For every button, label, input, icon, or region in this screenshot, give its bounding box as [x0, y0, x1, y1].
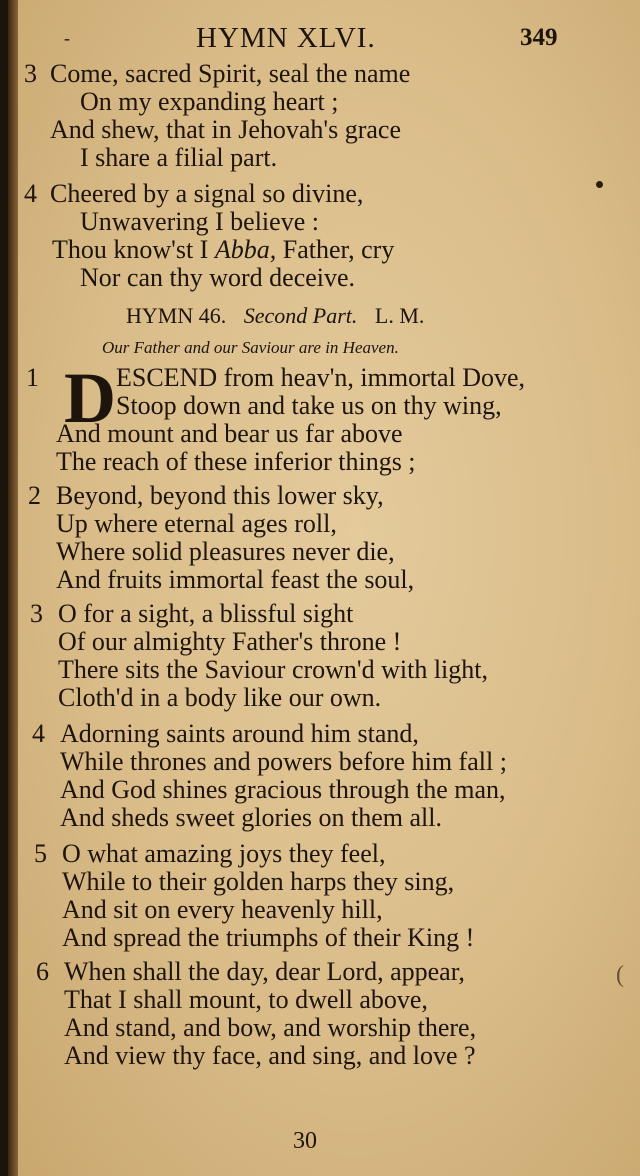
hymn-part: Second Part. [243, 303, 358, 328]
drop-cap: D [64, 358, 116, 438]
stanza-number: 4 [32, 719, 45, 748]
verse-line: Cheered by a signal so divine, [50, 179, 364, 208]
stanza-number: 6 [36, 957, 49, 986]
verse-line: Stoop down and take us on thy wing, [116, 391, 502, 420]
verse-line: O what amazing joys they feel, [62, 839, 386, 868]
stanza-number: 2 [28, 481, 41, 510]
verse-line: O for a sight, a blissful sight [58, 599, 354, 628]
verse-line: Beyond, beyond this lower sky, [56, 481, 384, 510]
verse-line: Unwavering I believe : [80, 207, 319, 236]
hymn-heading [126, 303, 436, 329]
page-spine-shadow [8, 0, 18, 1176]
verse-line: Come, sacred Spirit, seal the name [50, 59, 411, 88]
stanza-number: 3 [24, 59, 37, 88]
verse-line: And view thy face, and sing, and love ? [64, 1041, 476, 1070]
verse-line: There sits the Saviour crown'd with light, [58, 655, 489, 684]
running-header [8, 22, 640, 56]
verse-line: And spread the triumphs of their King ! [62, 923, 475, 952]
verse-line: That I shall mount, to dwell above, [64, 985, 428, 1014]
verse-emphasis: Abba, [214, 235, 277, 264]
verse-line: ESCEND from heav'n, immortal Dove, [116, 363, 526, 392]
verse-line: And fruits immortal feast the soul, [56, 565, 415, 594]
verse-line: While thrones and powers before him fall ; [60, 747, 507, 776]
page-number: 349 [520, 24, 558, 51]
verse-line: Adorning saints around him stand, [60, 719, 419, 748]
verse-line: And sit on every heavenly hill, [62, 895, 383, 924]
verse-line: And stand, and bow, and worship there, [64, 1013, 477, 1042]
stanza-number: 1 [26, 363, 39, 392]
verse-line: And God shines gracious through the man, [60, 775, 506, 804]
book-page [8, 0, 640, 1176]
hymn-subtitle: Our Father and our Saviour are in Heaven. [102, 338, 399, 357]
verse-line: Of our almighty Father's throne ! [58, 627, 402, 656]
verse-line: Cloth'd in a body like our own. [58, 683, 382, 712]
stanza-number: 4 [24, 179, 37, 208]
verse-line: Where solid pleasures never die, [56, 537, 395, 566]
verse-line: I share a filial part. [80, 143, 278, 172]
verse-line [52, 236, 394, 264]
hymn-meter: L. M. [374, 303, 425, 328]
verse-text: Thou know'st I [52, 235, 209, 264]
verse-line: Up where eternal ages roll, [56, 509, 337, 538]
verse-line: While to their golden harps they sing, [62, 867, 455, 896]
verse-line: And mount and bear us far above [56, 419, 403, 448]
verse-text: Father, cry [282, 235, 395, 264]
signature-mark: 30 [293, 1128, 317, 1154]
header-title: HYMN XLVI. [196, 22, 376, 54]
margin-mark: ( [616, 962, 624, 988]
verse-line: And sheds sweet glories on them all. [60, 803, 442, 832]
header-dash: - [64, 28, 70, 48]
hymn-number: HYMN 46. [126, 303, 227, 328]
stanza-number: 5 [34, 839, 47, 868]
ink-speck [596, 181, 603, 188]
verse-line: When shall the day, dear Lord, appear, [64, 957, 465, 986]
stanza-number: 3 [30, 599, 43, 628]
verse-line: Nor can thy word deceive. [80, 263, 356, 292]
verse-line: On my expanding heart ; [80, 87, 339, 116]
verse-line: And shew, that in Jehovah's grace [50, 115, 402, 144]
verse-line: The reach of these inferior things ; [56, 447, 416, 476]
